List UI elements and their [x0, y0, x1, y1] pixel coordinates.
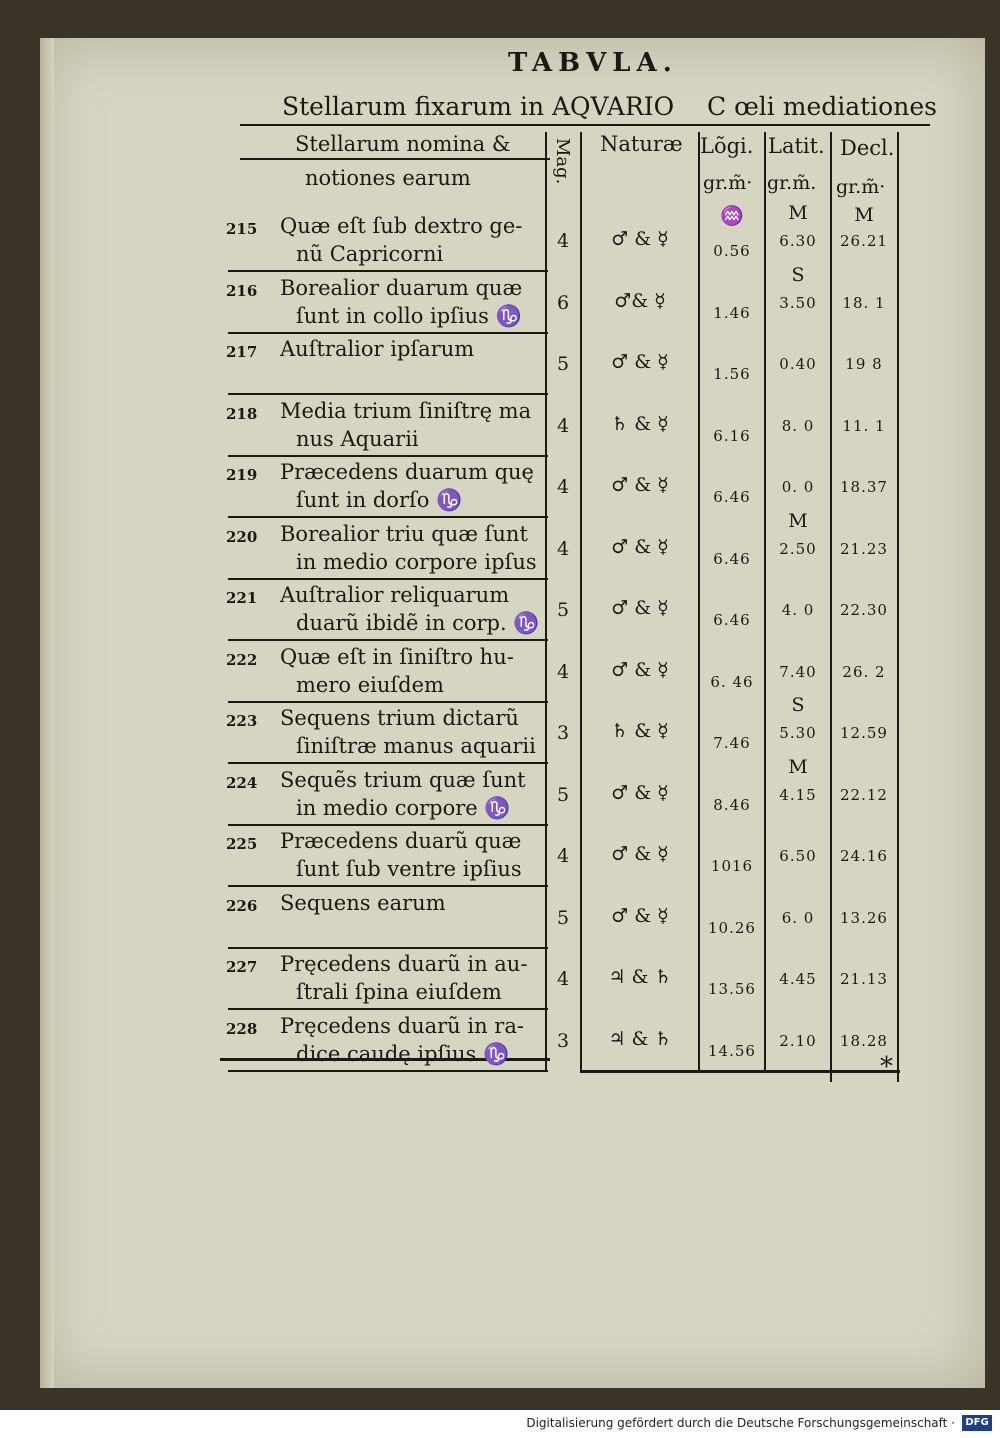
row-natura: ♂ & ☿: [611, 843, 669, 865]
row-longitude: 13.56: [708, 980, 756, 998]
row-natura: ♂ & ☿: [611, 228, 669, 250]
row-magnitude: 5: [556, 599, 570, 621]
col-header-longi: Lõgi.: [700, 134, 754, 158]
row-separator: [228, 1070, 548, 1072]
table-caption-left: Stellarum fixarum in AQVARIO: [282, 92, 675, 121]
row-latitude: 6.50: [779, 847, 817, 865]
row-separator: [228, 947, 548, 949]
row-natura: ♂ & ☿: [611, 351, 669, 373]
row-number: 215: [226, 220, 258, 238]
row-name-line2: duarũ ibidẽ in corp. ♑: [296, 611, 540, 635]
row-longitude: 6. 46: [710, 673, 754, 691]
row-name-line1: Sequẽs trium quæ ſunt: [280, 768, 526, 792]
row-natura: ♂ & ☿: [611, 905, 669, 927]
row-name-line1: Borealior triu quæ ſunt: [280, 522, 528, 546]
row-declination: 21.13: [840, 970, 888, 988]
row-name-line1: Præcedens duarũ quæ: [280, 829, 522, 853]
row-number: 219: [226, 466, 258, 484]
row-natura: ♂ & ☿: [611, 474, 669, 496]
row-separator: [228, 393, 548, 395]
table-caption-right: C œli mediationes: [707, 92, 937, 121]
row-magnitude: 4: [556, 476, 570, 498]
row-natura: ♄ & ☿: [611, 413, 669, 435]
row-number: 225: [226, 835, 258, 853]
row-latitude: 2.10: [779, 1032, 817, 1050]
rule-col-natura: [580, 132, 582, 1072]
col-header-names: Stellarum nomina &: [295, 132, 511, 156]
row-longitude: 14.56: [708, 1042, 756, 1060]
row-number: 222: [226, 651, 258, 669]
rule-top: [240, 124, 930, 126]
row-natura: ♄ & ☿: [611, 720, 669, 742]
row-name-line1: Pręcedens duarũ in au-: [280, 952, 528, 976]
row-name-line2: ſunt in collo ipſius ♑: [296, 304, 522, 328]
row-latitude: 4.45: [779, 970, 817, 988]
running-title: TABVLA.: [508, 48, 678, 78]
row-magnitude: 6: [556, 292, 570, 314]
row-natura: ♂& ☿: [614, 290, 666, 312]
row-separator: [228, 332, 548, 334]
row-natura: ♂ & ☿: [611, 782, 669, 804]
row-longitude: 0.56: [713, 242, 751, 260]
row-latitude-direction: S: [791, 694, 805, 716]
row-latitude: 3.50: [779, 294, 817, 312]
row-latitude: 4.15: [779, 786, 817, 804]
row-magnitude: 4: [556, 415, 570, 437]
end-mark: *: [880, 1052, 893, 1082]
row-separator: [228, 824, 548, 826]
row-declination: 22.30: [840, 601, 888, 619]
row-name-line2: ſunt ſub ventre ipſius: [296, 857, 522, 881]
row-longitude-sign: ♒: [720, 205, 744, 227]
row-declination: 18.37: [840, 478, 888, 496]
footer-credit: Digitalisierung gefördert durch die Deutsche Forschungsgemeinschaft ·: [526, 1416, 955, 1430]
row-declination: 22.12: [840, 786, 888, 804]
row-number: 228: [226, 1020, 258, 1038]
row-name-line1: Media trium ſiniſtrę ma: [280, 399, 532, 423]
row-latitude-direction: M: [788, 202, 808, 224]
col-header-mag: Mag.: [552, 138, 573, 185]
row-declination-direction: M: [854, 204, 874, 226]
row-magnitude: 5: [556, 907, 570, 929]
row-natura: ♂ & ☿: [611, 659, 669, 681]
row-declination: 19 8: [845, 355, 883, 373]
row-number: 227: [226, 958, 258, 976]
row-separator: [228, 455, 548, 457]
row-latitude: 0. 0: [781, 478, 815, 496]
row-name-line2: nũ Capricorni: [296, 242, 444, 266]
row-name-line2: ſunt in dorſo ♑: [296, 488, 463, 512]
row-declination: 24.16: [840, 847, 888, 865]
row-name-line1: Borealior duarum quæ: [280, 276, 523, 300]
row-declination: 26. 2: [842, 663, 886, 681]
row-number: 220: [226, 528, 258, 546]
row-separator: [228, 270, 548, 272]
row-longitude: 6.46: [713, 488, 751, 506]
row-name-line1: Pręcedens duarũ in ra-: [280, 1014, 524, 1038]
row-longitude: 1016: [710, 857, 754, 875]
row-longitude: 1.46: [713, 304, 751, 322]
row-separator: [228, 1008, 548, 1010]
row-number: 218: [226, 405, 258, 423]
row-latitude-direction: M: [788, 756, 808, 778]
unit-longi: gr.m̃·: [703, 172, 753, 194]
row-longitude: 6.46: [713, 550, 751, 568]
row-name-line2: ſiniſtræ manus aquarii: [296, 734, 536, 758]
row-declination: 21.23: [840, 540, 888, 558]
row-name-line1: Præcedens duarum quę: [280, 460, 534, 484]
row-natura: ♃ & ♄: [608, 1028, 672, 1050]
dfg-logo: DFG: [962, 1415, 992, 1431]
row-latitude-direction: S: [791, 264, 805, 286]
row-magnitude: 5: [556, 353, 570, 375]
col-header-decl: Decl.: [840, 136, 895, 160]
row-declination: 12.59: [840, 724, 888, 742]
row-name-line1: Quæ eſt ſub dextro ge-: [280, 214, 523, 238]
col-header-names-sub: notiones earum: [305, 166, 471, 190]
row-number: 217: [226, 343, 258, 361]
row-natura: ♂ & ☿: [611, 597, 669, 619]
row-separator: [228, 762, 548, 764]
rule-header: [240, 158, 550, 160]
row-name-line1: Sequens trium dictarũ: [280, 706, 519, 730]
row-declination: 13.26: [840, 909, 888, 927]
row-declination: 18.28: [840, 1032, 888, 1050]
row-longitude: 7.46: [713, 734, 751, 752]
row-name-line2: nus Aquarii: [296, 427, 419, 451]
row-number: 221: [226, 589, 258, 607]
row-latitude: 7.40: [779, 663, 817, 681]
row-magnitude: 4: [556, 230, 570, 252]
row-latitude: 0.40: [779, 355, 817, 373]
row-latitude: 2.50: [779, 540, 817, 558]
row-longitude: 1.56: [713, 365, 751, 383]
row-magnitude: 3: [556, 1030, 570, 1052]
row-declination: 11. 1: [842, 417, 886, 435]
row-natura: ♃ & ♄: [608, 966, 672, 988]
row-name-line2: mero eiuſdem: [296, 673, 444, 697]
row-natura: ♂ & ☿: [611, 536, 669, 558]
row-latitude: 8. 0: [781, 417, 815, 435]
row-latitude: 5.30: [779, 724, 817, 742]
row-longitude: 10.26: [708, 919, 756, 937]
page-spine: [40, 38, 54, 1388]
rule-col-right: [897, 132, 899, 1082]
row-number: 226: [226, 897, 258, 915]
row-separator: [228, 639, 548, 641]
row-latitude: 6. 0: [781, 909, 815, 927]
row-number: 216: [226, 282, 258, 300]
row-magnitude: 4: [556, 538, 570, 560]
row-magnitude: 3: [556, 722, 570, 744]
row-separator: [228, 701, 548, 703]
row-latitude: 4. 0: [781, 601, 815, 619]
row-magnitude: 5: [556, 784, 570, 806]
row-name-line2: in medio corpore ipſus: [296, 550, 537, 574]
row-separator: [228, 578, 548, 580]
row-longitude: 6.46: [713, 611, 751, 629]
row-name-line2: dice caudę ipſius ♑: [296, 1042, 510, 1066]
rule-bottom-right: [580, 1070, 900, 1073]
row-declination: 18. 1: [842, 294, 886, 312]
row-number: 223: [226, 712, 258, 730]
footer-bar: [0, 1410, 1000, 1438]
row-name-line1: Auſtralior ipſarum: [280, 337, 475, 361]
row-number: 224: [226, 774, 258, 792]
row-magnitude: 4: [556, 661, 570, 683]
row-name-line2: in medio corpore ♑: [296, 796, 511, 820]
col-header-natura: Naturæ: [600, 132, 683, 156]
row-name-line1: Sequens earum: [280, 891, 446, 915]
unit-decl: gr.m̃·: [836, 176, 886, 198]
row-separator: [228, 516, 548, 518]
row-name-line1: Quæ eſt in ſiniſtro hu-: [280, 645, 514, 669]
row-separator: [228, 885, 548, 887]
row-latitude: 6.30: [779, 232, 817, 250]
unit-latit: gr.m̃.: [767, 172, 817, 194]
row-name-line1: Auſtralior reliquarum: [280, 583, 510, 607]
col-header-latit: Latit.: [768, 134, 825, 158]
row-magnitude: 4: [556, 968, 570, 990]
row-declination: 26.21: [840, 232, 888, 250]
row-longitude: 8.46: [713, 796, 751, 814]
row-magnitude: 4: [556, 845, 570, 867]
rule-col-mag: [545, 132, 547, 1072]
row-longitude: 6.16: [713, 427, 751, 445]
row-latitude-direction: M: [788, 510, 808, 532]
row-name-line2: ſtrali ſpina eiuſdem: [296, 980, 502, 1004]
